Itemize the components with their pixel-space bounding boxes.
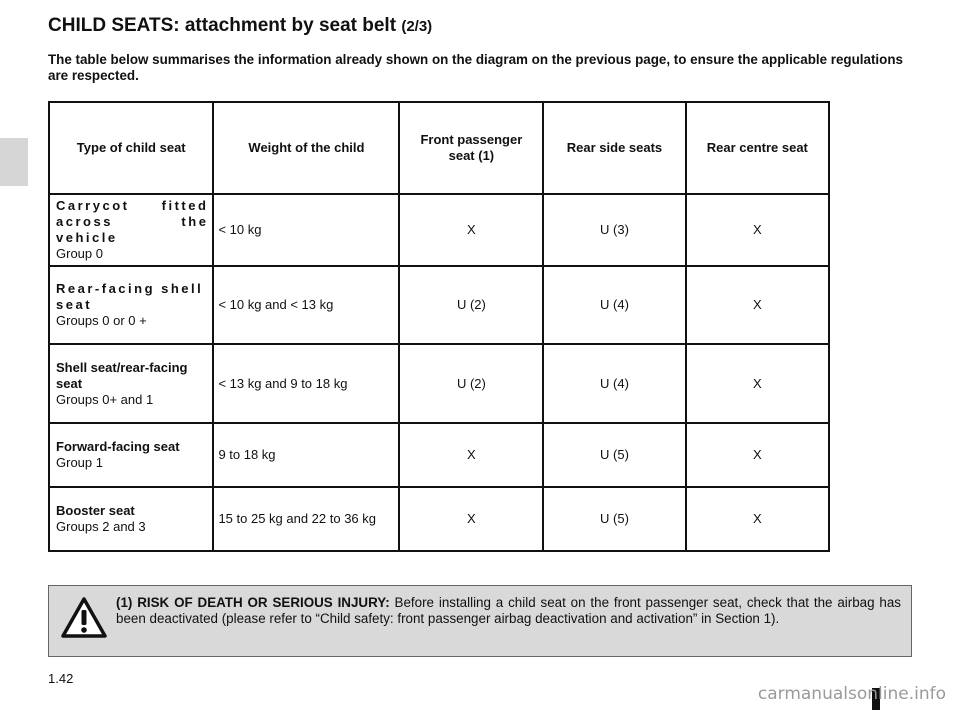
- table-row: [49, 487, 829, 551]
- rear-side-cell: U (5): [543, 423, 685, 487]
- seat-group: Groups 0 or 0 +: [56, 313, 147, 328]
- seat-type-cell: [49, 344, 213, 423]
- header-seat-type: Type of child seat: [49, 102, 213, 194]
- seat-type-name: Carrycot fitted across the vehicle: [56, 198, 209, 245]
- rear-side-cell: U (4): [543, 344, 685, 423]
- seat-type-cell: [49, 423, 213, 487]
- weight-cell: 9 to 18 kg: [213, 423, 399, 487]
- weight-cell: 15 to 25 kg and 22 to 36 kg: [213, 487, 399, 551]
- title-main: CHILD SEATS: attachment by seat belt: [48, 15, 397, 36]
- child-seat-table: [48, 101, 830, 552]
- table-row: [49, 266, 829, 344]
- rear-side-cell: U (4): [543, 266, 685, 344]
- seat-type-name: Shell seat/rear-facing seat: [56, 359, 188, 391]
- warning-text: [116, 595, 901, 627]
- header-rear-side: Rear side seats: [543, 102, 685, 194]
- header-front-passenger: Front passenger seat (1): [399, 102, 543, 194]
- header-child-weight: Weight of the child: [213, 102, 399, 194]
- watermark: carmanualsonline.info: [757, 684, 946, 704]
- warning-heading: (1) RISK OF DEATH OR SERIOUS INJURY:: [116, 595, 390, 610]
- warning-body: Before installing a child seat on the front passenger seat, check that the airbag has been deactivated (please refer to “Child safety: front passenger airbag deactivation and activation” in Section 1).: [116, 595, 901, 626]
- page-title: [48, 15, 432, 37]
- rear-centre-cell: X: [686, 487, 829, 551]
- rear-centre-cell: X: [686, 344, 829, 423]
- front-passenger-cell: X: [399, 194, 543, 266]
- front-passenger-cell: U (2): [399, 344, 543, 423]
- front-passenger-cell: X: [399, 423, 543, 487]
- title-part-indicator: (2/3): [401, 18, 433, 35]
- table-row: [49, 194, 829, 266]
- table-row: [49, 344, 829, 423]
- front-passenger-cell: X: [399, 487, 543, 551]
- seat-group: Groups 2 and 3: [56, 519, 146, 534]
- rear-centre-cell: X: [686, 423, 829, 487]
- seat-group: Groups 0+ and 1: [56, 391, 154, 407]
- table-header-row: [49, 102, 829, 194]
- section-tab: [0, 138, 28, 186]
- rear-side-cell: U (3): [543, 194, 685, 266]
- warning-triangle-icon: [61, 596, 107, 638]
- rear-side-cell: U (5): [543, 487, 685, 551]
- seat-type-cell: [49, 266, 213, 344]
- table-row: [49, 423, 829, 487]
- seat-type-cell: [49, 487, 213, 551]
- seat-group: Group 1: [56, 455, 103, 470]
- weight-cell: < 10 kg: [213, 194, 399, 266]
- seat-group: Group 0: [56, 246, 103, 261]
- warning-box: [48, 585, 912, 657]
- seat-type-cell: [49, 194, 213, 266]
- seat-type-name: Rear-facing shell seat: [56, 281, 204, 312]
- seat-type-name: Booster seat: [56, 503, 135, 518]
- front-passenger-cell: U (2): [399, 266, 543, 344]
- seat-type-name: Forward-facing seat: [56, 439, 180, 454]
- page-number: 1.42: [48, 671, 74, 686]
- rear-centre-cell: X: [686, 266, 829, 344]
- header-rear-centre: Rear centre seat: [686, 102, 829, 194]
- rear-centre-cell: X: [686, 194, 829, 266]
- intro-paragraph: The table below summarises the information already shown on the diagram on the previous page, to ensure the applicable regulations are respected.: [48, 52, 903, 83]
- weight-cell: < 13 kg and 9 to 18 kg: [213, 344, 399, 423]
- weight-cell: < 10 kg and < 13 kg: [213, 266, 399, 344]
